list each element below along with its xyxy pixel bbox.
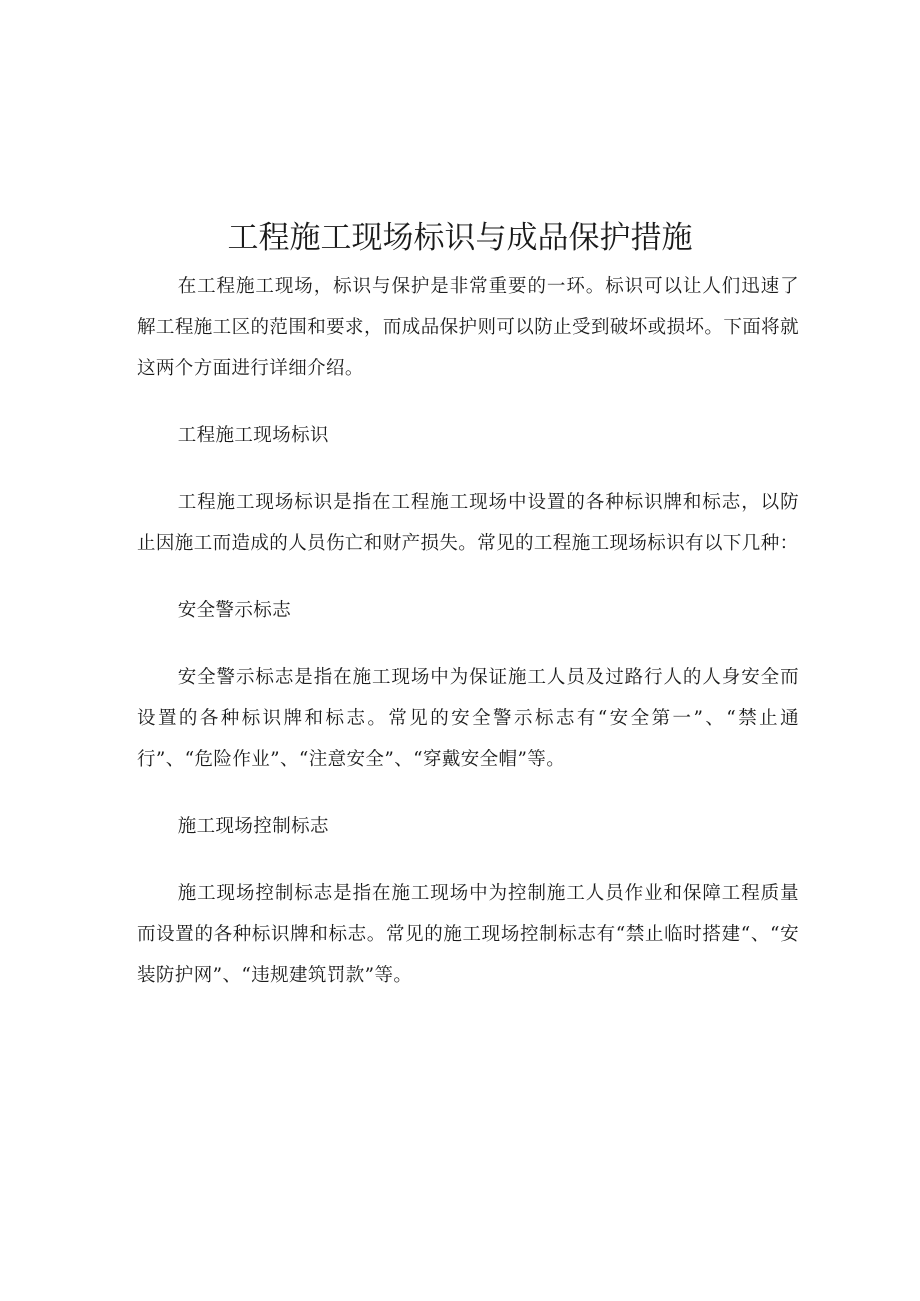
intro-paragraph: 在工程施工现场，标识与保护是非常重要的一环。标识可以让人们迅速了解工程施工区的范围和要求，而成品保护则可以防止受到破坏或损坏。下面将就这两个方面进行详细介绍。 [137, 276, 799, 379]
site-signs-paragraph: 工程施工现场标识是指在工程施工现场中设置的各种标识牌和标志，以防止因施工而造成的人员伤亡和财产损失。常见的工程施工现场标识有以下几种： [137, 492, 799, 554]
safety-warning-paragraph: 安全警示标志是指在施工现场中为保证施工人员及过路行人的人身安全而设置的各种标识牌和标志。常见的安全警示标志有“安全第一”、“禁止通行”、“危险作业”、“注意安全”、“穿戴安全帽”等。 [137, 667, 799, 770]
site-control-paragraph: 施工现场控制标志是指在施工现场中为控制施工人员作业和保障工程质量而设置的各种标识牌和标志。常见的施工现场控制标志有“禁止临时搭建“、“安装防护网”、“违规建筑罚款”等。 [137, 883, 799, 986]
section-heading-safety-warning: 安全警示标志 [177, 600, 292, 621]
document-title: 工程施工现场标识与成品保护措施 [227, 220, 693, 256]
section-heading-site-signs: 工程施工现场标识 [177, 425, 329, 446]
section-heading-site-control: 施工现场控制标志 [177, 816, 329, 837]
document-body [137, 266, 799, 1022]
